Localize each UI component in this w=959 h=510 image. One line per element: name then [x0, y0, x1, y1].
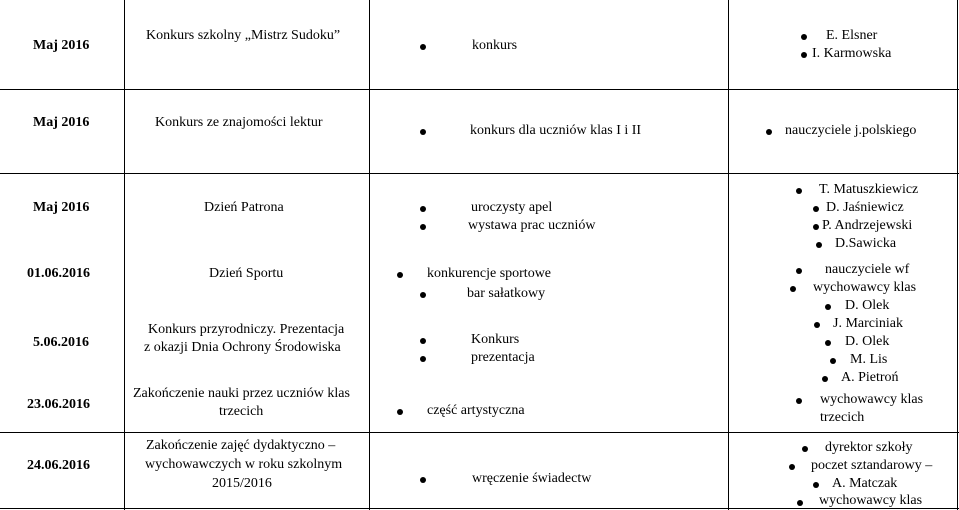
responsible-item: nauczyciele j.polskiego — [785, 123, 917, 138]
responsible-item: wychowawcy klas — [813, 280, 917, 295]
row-divider — [0, 508, 959, 509]
bullet-icon — [813, 224, 819, 230]
form-item: prezentacja — [471, 350, 535, 365]
column-divider — [124, 0, 125, 510]
bullet-icon — [814, 322, 820, 328]
bullet-icon — [420, 224, 426, 230]
responsible-item: E. Elsner — [826, 28, 878, 43]
date-cell: 01.06.2016 — [27, 266, 90, 281]
row-divider — [0, 89, 959, 90]
bullet-icon — [801, 52, 807, 58]
bullet-icon — [813, 206, 819, 212]
responsible-item: D.Sawicka — [835, 236, 897, 251]
responsible-item: A. Pietroń — [841, 370, 899, 385]
responsible-item: D. Jaśniewicz — [826, 200, 904, 215]
form-item: konkurencje sportowe — [427, 266, 552, 281]
event-cell: 2015/2016 — [212, 476, 272, 491]
bullet-icon — [796, 398, 802, 404]
form-item: bar sałatkowy — [467, 286, 546, 301]
row-divider — [0, 432, 959, 433]
bullet-icon — [825, 304, 831, 310]
bullet-icon — [830, 358, 836, 364]
event-cell: z okazji Dnia Ochrony Środowiska — [144, 340, 341, 355]
bullet-icon — [420, 338, 426, 344]
form-item: Konkurs — [471, 332, 520, 347]
date-cell: 23.06.2016 — [27, 397, 90, 412]
bullet-icon — [397, 409, 403, 415]
form-item: wręczenie świadectw — [472, 471, 592, 486]
responsible-item: D. Olek — [845, 298, 890, 313]
responsible-item: poczet sztandarowy – — [811, 458, 933, 473]
responsible-item: nauczyciele wf — [825, 262, 910, 277]
responsible-item: I. Karmowska — [812, 46, 892, 61]
column-divider — [369, 0, 370, 510]
bullet-icon — [822, 376, 828, 382]
form-item: konkurs — [472, 38, 518, 53]
event-cell: Zakończenie nauki przez uczniów klas — [133, 386, 350, 401]
bullet-icon — [420, 129, 426, 135]
form-item: część artystyczna — [427, 403, 525, 418]
bullet-icon — [796, 188, 802, 194]
date-cell: Maj 2016 — [33, 115, 90, 130]
responsible-item: dyrektor szkoły — [825, 440, 913, 455]
date-cell: 5.06.2016 — [33, 335, 89, 350]
bullet-icon — [813, 482, 819, 488]
bullet-icon — [790, 286, 796, 292]
event-cell: wychowawczych w roku szkolnym — [145, 457, 343, 472]
bullet-icon — [797, 500, 803, 506]
responsible-item: J. Marciniak — [833, 316, 903, 331]
bullet-icon — [789, 464, 795, 470]
form-item: uroczysty apel — [471, 200, 553, 215]
bullet-icon — [420, 206, 426, 212]
event-cell: Konkurs ze znajomości lektur — [155, 115, 323, 130]
event-cell: Dzień Sportu — [209, 266, 284, 281]
event-cell: Konkurs przyrodniczy. Prezentacja — [148, 322, 345, 337]
bullet-icon — [420, 356, 426, 362]
event-cell: Dzień Patrona — [204, 200, 284, 215]
bullet-icon — [801, 34, 807, 40]
bullet-icon — [825, 340, 831, 346]
event-cell: trzecich — [219, 404, 264, 419]
date-cell: Maj 2016 — [33, 200, 90, 215]
responsible-item: A. Matczak — [832, 476, 898, 491]
responsible-item: wychowawcy klas — [820, 392, 924, 407]
column-divider — [728, 0, 729, 510]
bullet-icon — [766, 129, 772, 135]
bullet-icon — [420, 477, 426, 483]
bullet-icon — [420, 44, 426, 50]
bullet-icon — [802, 446, 808, 452]
event-cell: Konkurs szkolny „Mistrz Sudoku” — [146, 28, 341, 43]
responsible-item: T. Matuszkiewicz — [819, 182, 919, 197]
bullet-icon — [397, 272, 403, 278]
responsible-item: M. Lis — [850, 352, 888, 367]
form-item: konkurs dla uczniów klas I i II — [470, 123, 642, 138]
form-item: wystawa prac uczniów — [468, 218, 596, 233]
date-cell: Maj 2016 — [33, 38, 90, 53]
responsible-item: P. Andrzejewski — [822, 218, 913, 233]
date-cell: 24.06.2016 — [27, 458, 90, 473]
event-cell: Zakończenie zajęć dydaktyczno – — [146, 438, 336, 453]
bullet-icon — [816, 242, 822, 248]
bullet-icon — [420, 292, 426, 298]
column-divider — [957, 0, 958, 510]
responsible-item: wychowawcy klas — [819, 493, 923, 508]
responsible-item: D. Olek — [845, 334, 890, 349]
row-divider — [0, 173, 959, 174]
responsible-item: trzecich — [820, 410, 865, 425]
bullet-icon — [796, 268, 802, 274]
